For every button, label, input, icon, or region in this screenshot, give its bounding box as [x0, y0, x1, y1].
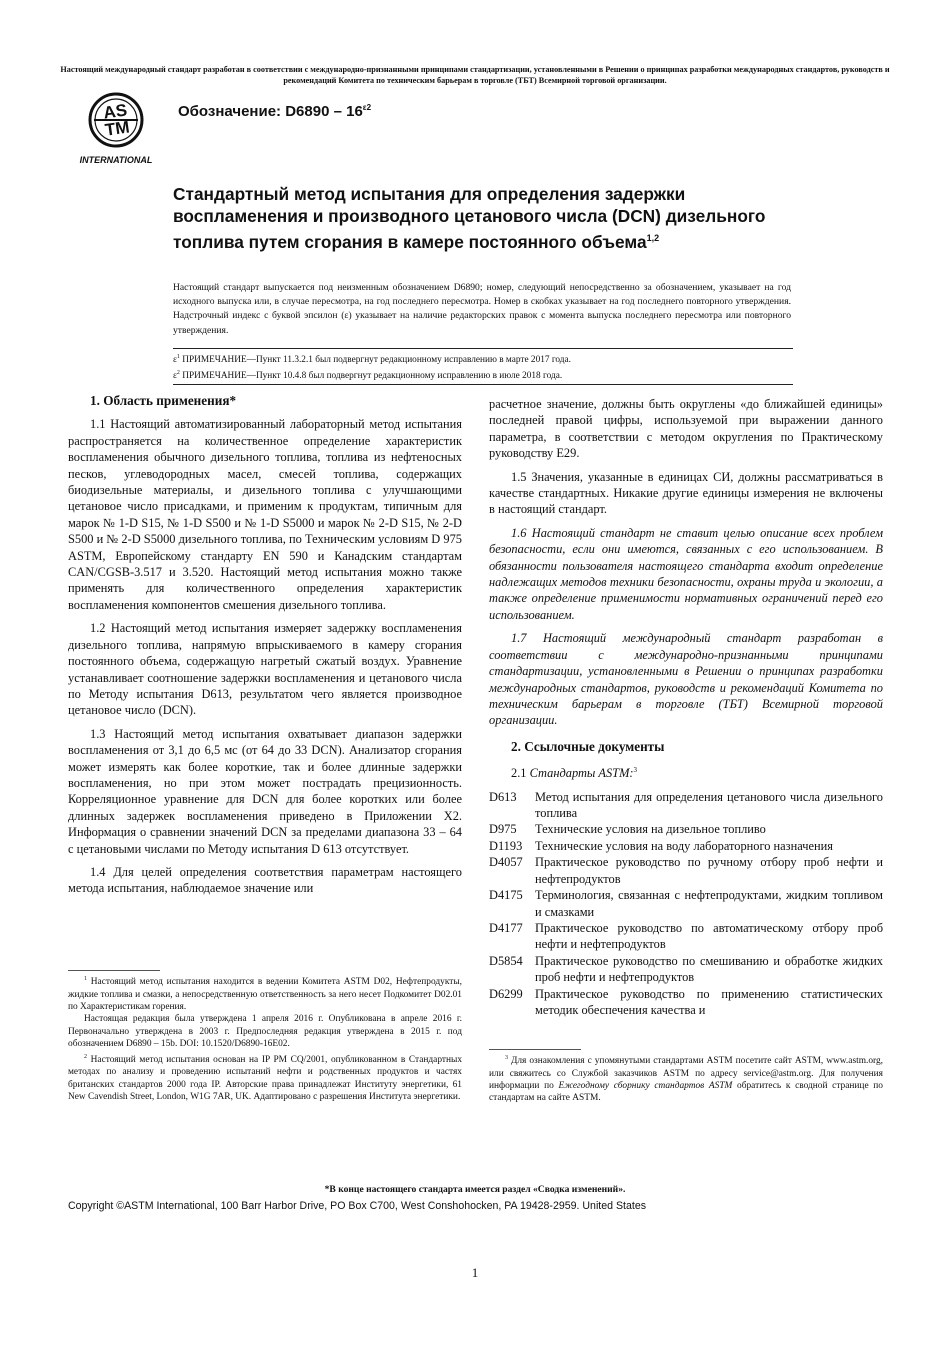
page-number: 1 — [471, 1265, 479, 1280]
paragraph: расчетное значение, должны быть округлены «до ближайшей единицы» последней правой цифры, используемой при выражении данного параметра, в соответствии с методом округления по Практическому руководству E29. — [489, 397, 883, 461]
document-title: Стандартный метод испытания для определения задержки воспламенения и производного цетанового числа (DCN) дизельного топлива путем сгорания в камере постоянного объема$^{1,2}$ — [173, 184, 766, 252]
paragraph: 1.1 Настоящий автоматизированный лабораторный метод испытания распространяется на количественное определение характеристик воспламенения обычного дизельного топлива, топлива из нефтеносных песков, углеводородных масел, смесей топлива, содержащих биодизельные материалы, и дизельного топлива с улучшающими цетановое число присадками, и применим к продуктам, типичным для марок № 1-D S15, № 1-D S500 и № 1-D S5000 и марок № 2-D S15, № 2-D S500 и № 2-D S5000 дизельного топлива, по Техническим условиям D 975 ASTM, Европейскому стандарту EN 590 и Канадским стандартам CAN/CGSB-3.517 и 3.520. Настоящий метод испытания можно также применять для количественного определения характеристик воспламенения компонентов смешения дизельного топлива. — [68, 417, 462, 612]
editorial-notes — [173, 348, 793, 385]
section-heading: 2. Ссылочные документы — [511, 738, 665, 754]
svg-text:INTERNATIONAL: INTERNATIONAL — [79, 155, 153, 165]
list-item: D6299 Практическое руководство по применению статистических методик обеспечения качества и — [489, 986, 883, 1017]
summary-note: *В конце настоящего стандарта имеется раздел «Сводка изменений». — [324, 1184, 626, 1195]
paragraph: 1.2 Настоящий метод испытания измеряет задержку воспламенения дизельного топлива, напрямую впрыскиваемого в камеру сгорания постоянного объема, содержащую нагретый сжатый воздух. Уравнение устанавливает соотношение задержки воспламенения и цетанового числа по Методу испытания D613, результатом чего является производное цетановое число (DCN). — [68, 621, 462, 718]
list-item: D4177 Практическое руководство по автоматическому отбору проб нефти и нефтепродуктов — [489, 920, 883, 952]
footnote: $^2$ Настоящий метод испытания основан на IP PM CQ/2001, опубликованном в Стандартных методах по анализу и проведению испытаний нефти и родственных продуктов и частях британских стандартов 2000 года IP. Авторские права принадлежат Институту энергетики, 61 New Cavendish Street, London, W1G 7AR, UK. Адаптировано с разрешения Института энергетики. — [68, 1053, 463, 1102]
footnotes-left — [68, 973, 462, 1103]
astm-logo-icon — [74, 90, 158, 166]
list-item: D613 Метод испытания для определения цетанового числа дизельного топлива — [489, 789, 883, 821]
footnote-divider — [68, 970, 160, 971]
paragraph: 1.5 Значения, указанные в единицах СИ, должны рассматриваться в качестве стандартных. Никакие другие единицы измерения не включены в настоящий стандарт. — [489, 469, 883, 517]
right-column — [489, 396, 883, 1018]
footnote-right — [489, 1052, 883, 1105]
reference-list — [489, 789, 883, 1019]
editorial-note: $\varepsilon^2$ ПРИМЕЧАНИЕ—Пункт 10.4.8 был подвергнут редакционному исправлению в июле 2018 года. — [173, 370, 563, 382]
list-item: D1193 Технические условия на воду лабораторного назначения — [489, 838, 833, 853]
editorial-note: $\varepsilon^1$ ПРИМЕЧАНИЕ—Пункт 11.3.2.1 был подвергнут редакционному исправлению в марте 2017 года. — [173, 354, 571, 366]
footnote: Настоящая редакция была утверждена 1 апреля 2016 г. Опубликована в апреле 2016 г. Первоначально утверждена в 2003 г. Предпоследняя редакция утверждена в 2015 г. под обозначением D6890 – 15b. DOI: 10.1520/D6890-16E02. — [68, 1014, 462, 1050]
list-item: D4175 Терминология, связанная с нефтепродуктами, жидким топливом и смазками — [489, 888, 883, 919]
section-heading: 1. Область применения* — [90, 393, 237, 408]
svg-text:TM: TM — [103, 117, 131, 140]
header-notice: Настоящий международный стандарт разработан в соответствии с международно-признанными принципами стандартизации, установленными в Решении о принципах разработки международных стандартов, руководств и рекомендаций Комитета по техническим барьерам в торговле (ТБТ) Всемирной торговой организации. — [60, 65, 890, 85]
footnote: $^3$ Для ознакомления с упомянутыми стандартами ASTM посетите сайт ASTM, www.astm.org, или свяжитесь со Службой заказчиков ASTM по адресу service@astm.org. Для получения информации по Ежегодному сборнику стандартов ASTM обратитесь к сводной странице по стандартам на сайте ASTM. — [489, 1055, 883, 1104]
list-item: D4057 Практическое руководство по ручному отбору проб нефти и нефтепродуктов — [489, 855, 883, 886]
subsection-label: 2.1 Стандарты ASTM:$^3$ — [511, 766, 638, 781]
copyright: Copyright ©ASTM International, 100 Barr Harbor Drive, PO Box C700, West Conshohocken, PA 19428-2959. United States — [68, 1200, 647, 1212]
astm-logo — [74, 90, 158, 166]
paragraph: 1.7 Настоящий международный стандарт разработан в соответствии с международно-признанными принципами стандартизации, установленными в Решении о принципах разработки международных стандартов, руководств и рекомендаций Комитета по техническим барьерам в торговле (ТБТ) Всемирной торговой организации. — [489, 631, 883, 728]
intro-paragraph: Настоящий стандарт выпускается под неизменным обозначением D6890; номер, следующий непосредственно за обозначением, указывает на год исходного выпуска или, в случае пересмотра, на год последнего пересмотра. Номер в скобках указывает на год последнего повторного утверждения. Надстрочный индекс с буквой эпсилон (ε) указывает на наличие редакторских правок с момента выпуска последнего пересмотра или повторного утверждения. — [173, 282, 791, 336]
list-item: D975 Технические условия на дизельное топливо — [489, 822, 766, 837]
svg-text:AS: AS — [102, 100, 129, 123]
list-item: D5854 Практическое руководство по смешиванию и обработке жидких проб нефти и нефтепродуктов — [489, 953, 883, 985]
paragraph: 1.3 Настоящий метод испытания охватывает диапазон задержки воспламенения от 3,1 до 6,5 мс (от 64 до 33 DCN). Анализатор сгорания может измерять как более короткие, так и более длинные задержки воспламенения, но при этом может пострадать прецизионность. Корреляционное уравнение для DCN для более коротких или более длинных задержек воспламенения приведено в Приложении X2. Информация о сравнении значений DCN за пределами диапазона 33 – 64 с цетановыми числами по Методу испытания D 613 отсутствует. — [68, 726, 462, 856]
paragraph: 1.4 Для целей определения соответствия параметрам настоящего метода испытания, наблюдаемое значение или — [68, 864, 462, 896]
footnote-divider — [489, 1049, 581, 1050]
designation: Обозначение: $D6890 - 16^{\varepsilon 2}$ — [178, 103, 372, 120]
left-column — [68, 393, 462, 904]
footnote: $^1$ Настоящий метод испытания находится в ведении Комитета ASTM D02, Нефтепродукты, жидкие топлива и смазки, а непосредственную ответственность за него несет Подкомитет D02.01 по Характеристикам горения. — [68, 976, 463, 1012]
paragraph: 1.6 Настоящий стандарт не ставит целью описание всех проблем безопасности, если они имеются, связанных с его использованием. В обязанности пользователя настоящего стандарта входит определение надлежащих методов техники безопасности, охраны труда и экологии, а также определение применимости нормативных ограничений перед его использованием. — [489, 525, 883, 622]
